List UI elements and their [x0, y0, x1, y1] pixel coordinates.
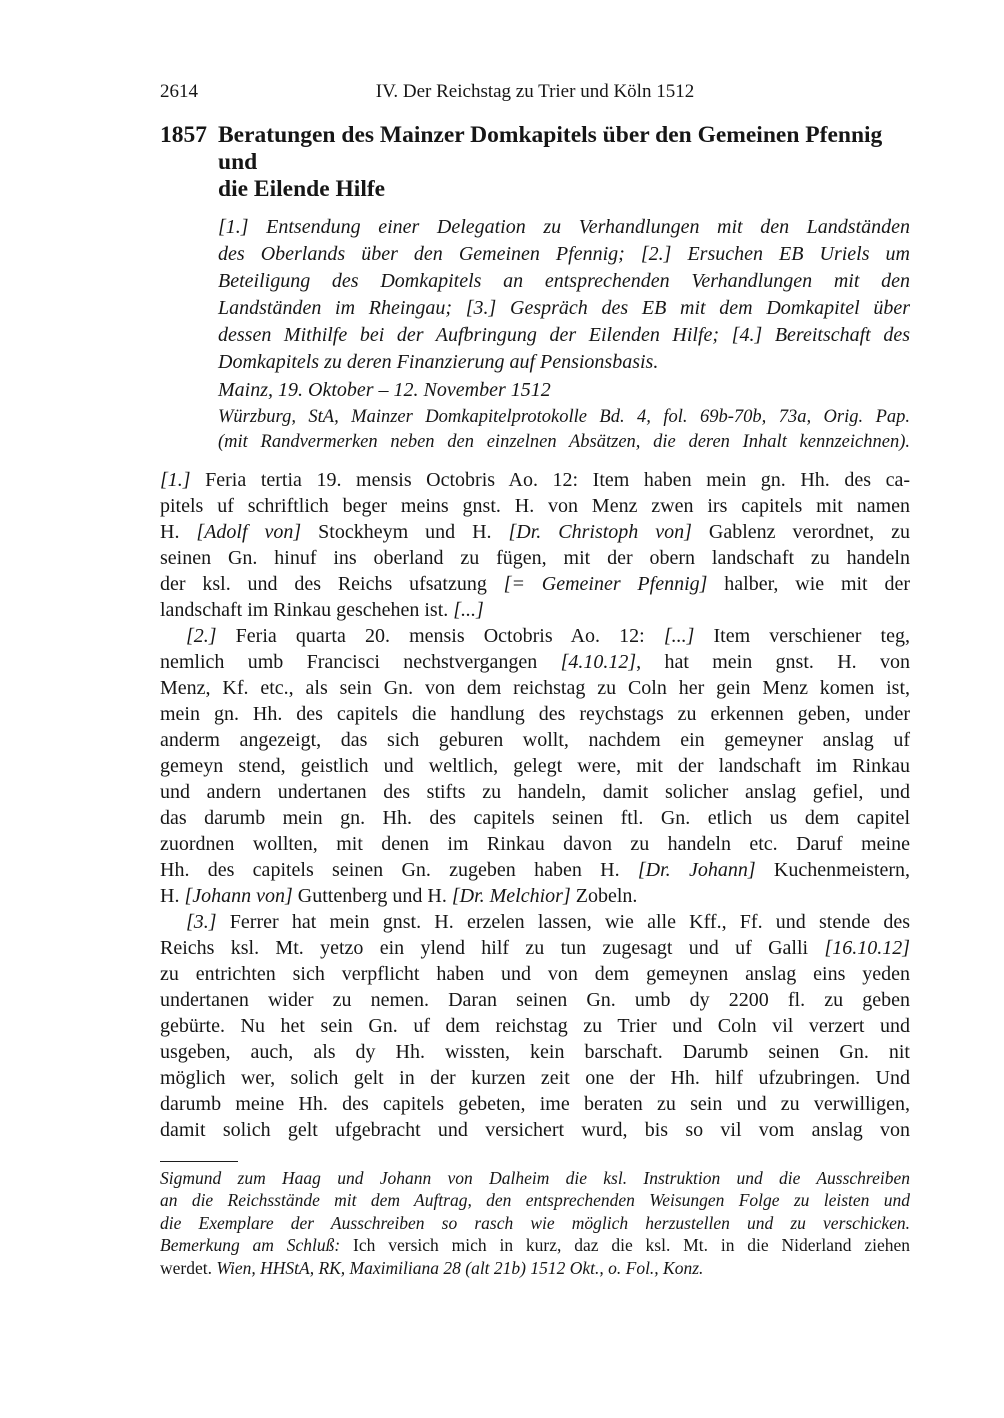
text-line [160, 883, 910, 909]
page-number: 2614 [160, 81, 198, 102]
text-line [218, 430, 910, 455]
text-line [160, 831, 910, 857]
italic-run: Landständen im Rheingau; [3.] Gespräch des EB mit dem Domkapitel über [218, 297, 910, 319]
italic-run: Mainz, 19. Oktober – 12. November 1512 [218, 379, 551, 401]
text-run: Hh. des capitels seinen Gn. zugeben haben H. [160, 859, 638, 881]
text-line [160, 1013, 910, 1039]
italic-run: Würzburg, StA, Mainzer Domkapitelprotokolle Bd. 4, fol. 69b-70b, 73a, Orig. Pap. [218, 407, 910, 427]
italic-run: des Oberlands über den Gemeinen Pfennig; [2.] Ersuchen EB Uriels um [218, 243, 910, 265]
text-run: anderm angezeigt, das sich geburen wollt, nachdem ein gemeyner anslag uf [160, 729, 910, 751]
text-run: Guttenberg und H. [292, 885, 452, 907]
source-block [160, 405, 910, 455]
italic-run: [16.10.12] [824, 937, 910, 959]
text-run: H. [160, 885, 185, 907]
text-line [160, 675, 910, 701]
text-run: Item verschiener teg, [694, 625, 910, 647]
text-line [218, 295, 910, 322]
italic-run: [= Gemeiner Pfennig] [503, 573, 708, 595]
text-line [160, 623, 910, 649]
text-line [160, 701, 910, 727]
text-run: Feria quarta 20. mensis Octobris Ao. 12: [216, 625, 664, 647]
text-line [160, 1212, 910, 1234]
text-line [160, 1189, 910, 1211]
text-line [160, 909, 910, 935]
text-line [160, 779, 910, 805]
text-run: nemlich umb Francisci nechstvergangen [160, 651, 561, 673]
text-run: der ksl. und des Reichs ufsatzung [160, 573, 504, 595]
text-line [160, 727, 910, 753]
text-line [160, 571, 910, 597]
text-column [160, 0, 910, 1279]
entry-title-line: Beratungen des Mainzer Domkapitels über den Gemeinen Pfennig und [218, 122, 883, 175]
text-line [160, 545, 910, 571]
text-run: Ferrer hat mein gnst. H. erzelen lassen, wie alle Kff., Ff. und stende des [216, 911, 910, 933]
text-flow [160, 214, 910, 1279]
text-run: gemeyn stend, geistlich und weltlich, gelegt were, mit der landschaft im Rinkau [160, 755, 910, 777]
text-run: damit solich gelt ufgebracht und versichert wurd, bis so vil vom anslag von [160, 1119, 910, 1141]
italic-run: Wien, HHStA, RK, Maximiliana 28 (alt 21b) 1512 Okt., o. Fol., Konz. [216, 1257, 704, 1278]
text-run: Ich versich mich in kurz, daz die ksl. Mt. in die Niderland ziehen [340, 1235, 910, 1256]
text-line [218, 268, 910, 295]
text-run: halber, wie mit der [707, 573, 910, 595]
text-line [160, 493, 910, 519]
footnote-block [160, 1161, 910, 1279]
text-run: Reichs ksl. Mt. yetzo ein ylend hilf zu tun zugesagt und uf Galli [160, 937, 825, 959]
text-run: Stockheym und H. [301, 521, 509, 543]
text-line [160, 519, 910, 545]
text-line [218, 349, 910, 376]
text-line [160, 649, 910, 675]
text-line [218, 214, 910, 241]
italic-run: [...] [453, 599, 484, 621]
text-line [160, 857, 910, 883]
italic-run: [1.] Entsendung einer Delegation zu Verhandlungen mit den Landständen [218, 216, 910, 238]
text-run: Gablenz verordnet, zu [691, 521, 910, 543]
italic-run: [1.] [160, 469, 191, 491]
text-line [160, 1091, 910, 1117]
text-line [160, 753, 910, 779]
italic-run: Domkapitels zu deren Finanzierung auf Pensionsbasis. [218, 351, 659, 373]
text-run: , hat mein gnst. H. von [636, 651, 910, 673]
text-run: pitels uf schriftlich beger meins gnst. H. von Menz zwen irs capitels mit namen [160, 495, 910, 517]
text-line [160, 467, 910, 493]
body-paragraph-2 [160, 623, 910, 909]
text-line [218, 241, 910, 268]
text-run: zuordnen wollten, mit denen im Rinkau davon zu handeln etc. Daruf meine [160, 833, 910, 855]
summary-block [160, 214, 910, 376]
text-run: gebürte. Nu het sein Gn. uf dem reichstag zu Trier und Coln vil verzert und [160, 1015, 910, 1037]
entry-heading [160, 122, 910, 203]
italic-run: Sigmund zum Haag und Johann von Dalheim die ksl. Instruktion und die Ausschreiben [160, 1168, 910, 1188]
text-run: Menz, Kf. etc., als sein Gn. von dem reichstag zu Coln her gein Menz komen ist, [160, 677, 910, 699]
italic-run: [...] [663, 625, 695, 647]
body-paragraph-1 [160, 467, 910, 623]
text-run: Zobeln. [570, 885, 638, 907]
italic-run: Bemerkung am Schluß: [160, 1235, 341, 1256]
text-line [160, 597, 910, 623]
entry-title [218, 122, 910, 203]
text-run: landschaft im Rinkau geschehen ist. [160, 599, 454, 621]
text-line [160, 961, 910, 987]
italic-run: (mit Randvermerken neben den einzelnen Absätzen, die deren Inhalt kennzeichnen). [218, 432, 910, 452]
footnote-separator-rule [160, 1161, 238, 1162]
text-run: darumb meine Hh. des capitels gebeten, ime beraten zu sein und zu verwilligen, [160, 1093, 910, 1115]
text-line [160, 805, 910, 831]
text-run: seinen Gn. hinuf ins oberland zu fügen, mit der obern landschaft zu handeln [160, 547, 910, 569]
text-line [160, 1039, 910, 1065]
running-title: IV. Der Reichstag zu Trier und Köln 1512 [375, 81, 695, 102]
text-run: Feria tertia 19. mensis Octobris Ao. 12: Item haben mein gn. Hh. des ca- [190, 469, 910, 491]
text-run: und andern undertanen des stifts zu handeln, damit solicher anslag gefiel, und [160, 781, 910, 803]
italic-run: Beteiligung des Domkapitels an entsprechenden Verhandlungen mit den [218, 270, 910, 292]
text-line [218, 377, 910, 404]
text-line [160, 1065, 910, 1091]
italic-run: [Dr. Christoph von] [508, 521, 692, 543]
entry-number: 1857 [160, 122, 207, 148]
text-line [218, 322, 910, 349]
italic-run: [Johann von] [184, 885, 293, 907]
date-line [160, 377, 910, 404]
text-run: undertanen wider zu nemen. Daran seinen Gn. umb dy 2200 fl. zu geben [160, 989, 910, 1011]
running-header [160, 0, 910, 103]
entry-title-line: die Eilende Hilfe [218, 176, 386, 202]
text-line [160, 987, 910, 1013]
text-run: Kuchenmeistern, [755, 859, 910, 881]
italic-run: an die Reichsstände mit dem Auftrag, den entsprechenden Weisungen Folge zu leisten und [160, 1190, 910, 1211]
text-run: zu entrichten sich verpflicht haben und von dem gemeynen anslag eins yeden [160, 963, 910, 985]
text-line [218, 405, 910, 430]
text-run: möglich wer, solich gelt in der kurzen zeit one der Hh. hilf ufzubringen. Und [160, 1067, 910, 1089]
text-line [160, 1117, 910, 1143]
text-line [160, 1257, 910, 1279]
italic-run: [2.] [186, 625, 217, 647]
text-run: das darumb mein gn. Hh. des capitels seinen ftl. Gn. etlich us dem capitel [160, 807, 910, 829]
italic-run: [3.] [186, 911, 217, 933]
text-line [160, 1167, 910, 1189]
italic-run: die Exemplare der Ausschreiben so rasch wie möglich herzustellen und zu verschicken. [160, 1212, 910, 1233]
italic-run: dessen Mithilfe bei der Aufbringung der Eilenden Hilfe; [4.] Bereitschaft des [218, 324, 910, 346]
text-run: mein gn. Hh. des capitels die handlung des reychstags zu erkennen geben, under [160, 703, 910, 725]
italic-run: [Adolf von] [196, 521, 302, 543]
italic-run: [Dr. Johann] [637, 859, 756, 881]
text-line [160, 1234, 910, 1256]
italic-run: [Dr. Melchior] [451, 885, 571, 907]
text-run: usgeben, auch, als dy Hh. wissten, kein barschaft. Darumb seinen Gn. nit [160, 1041, 910, 1063]
text-run: H. [160, 521, 197, 543]
text-run: werdet. [160, 1257, 217, 1278]
italic-run: [4.10.12] [560, 651, 637, 673]
body-paragraph-3 [160, 909, 910, 1143]
text-line [160, 935, 910, 961]
